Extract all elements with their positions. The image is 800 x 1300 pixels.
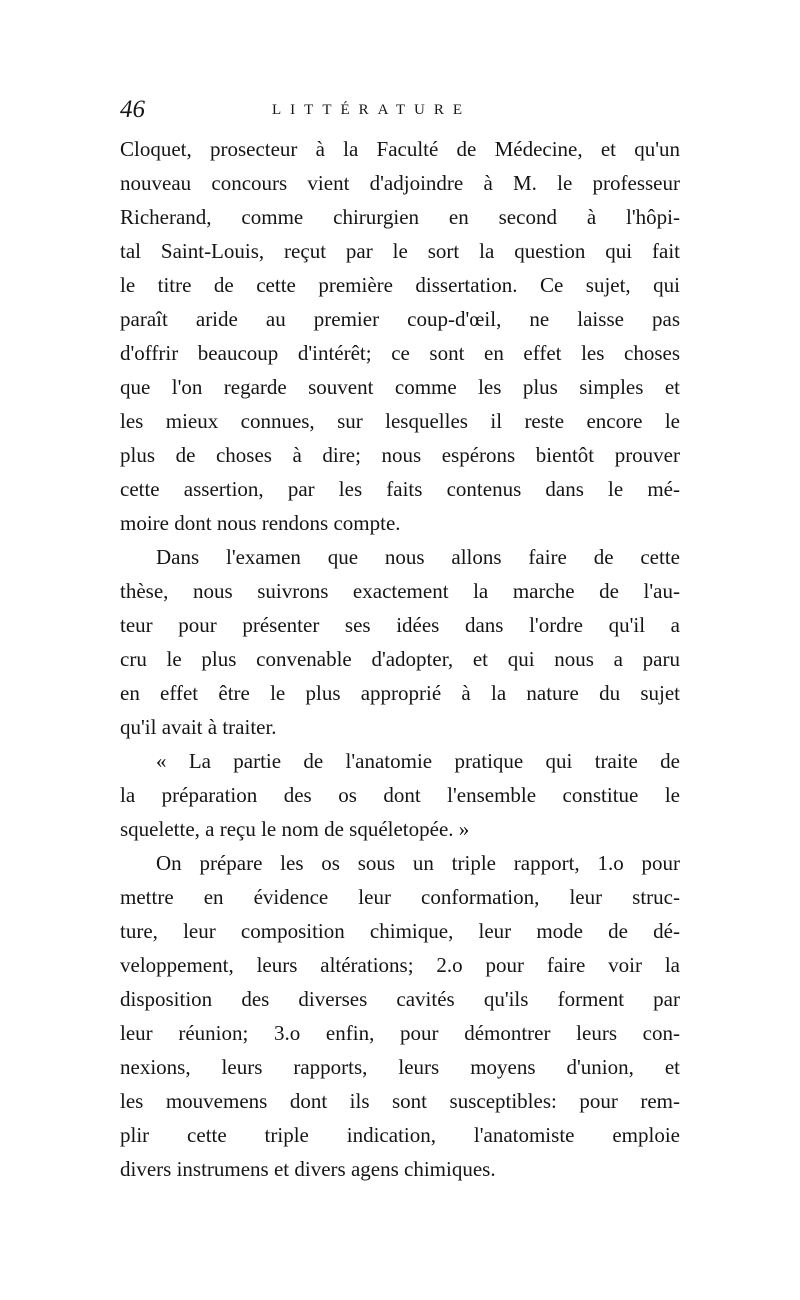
text-line: paraît aride au premier coup-d'œil, ne laisse pas [120,307,680,331]
body-text [120,132,680,1186]
running-head: LITTÉRATURE [272,102,471,118]
text-line: mettre en évidence leur conformation, leur struc- [120,885,680,909]
text-line: Cloquet, prosecteur à la Faculté de Médecine, et qu'un [120,137,680,161]
text-line: qu'il avait à traiter. [120,715,277,739]
paragraph-first-line: Dans l'examen que nous allons faire de cette [156,545,680,569]
text-line: cru le plus convenable d'adopter, et qui nous a paru [120,647,680,671]
text-line: nexions, leurs rapports, leurs moyens d'union, et [120,1055,680,1079]
text-line: Richerand, comme chirurgien en second à l'hôpi- [120,205,680,229]
text-line: ture, leur composition chimique, leur mode de dé- [120,919,680,943]
text-line: veloppement, leurs altérations; 2.o pour faire voir la [120,953,680,977]
text-line: disposition des diverses cavités qu'ils forment par [120,987,680,1011]
text-line: les mieux connues, sur lesquelles il reste encore le [120,409,680,433]
quotation-line: squelette, a reçu le nom de squéletopée. » [120,817,470,841]
text-line: plir cette triple indication, l'anatomiste emploie [120,1123,680,1147]
page-number: 46 [120,96,145,123]
text-line: d'offrir beaucoup d'intérêt; ce sont en effet les choses [120,341,680,365]
text-line: divers instrumens et divers agens chimiques. [120,1157,496,1181]
text-line: les mouvemens dont ils sont susceptibles: pour rem- [120,1089,680,1113]
text-line: tal Saint-Louis, reçut par le sort la question qui fait [120,239,680,263]
text-line: thèse, nous suivrons exactement la marche de l'au- [120,579,680,603]
text-line: cette assertion, par les faits contenus dans le mé- [120,477,680,501]
page-header [120,96,680,132]
quotation-line: la préparation des os dont l'ensemble constitue le [120,783,680,807]
text-line: que l'on regarde souvent comme les plus simples et [120,375,680,399]
text-line: moire dont nous rendons compte. [120,511,401,535]
text-line: teur pour présenter ses idées dans l'ordre qu'il a [120,613,680,637]
text-line: leur réunion; 3.o enfin, pour démontrer leurs con- [120,1021,680,1045]
text-line: plus de choses à dire; nous espérons bientôt prouver [120,443,680,467]
text-line: en effet être le plus approprié à la nature du sujet [120,681,680,705]
text-line: le titre de cette première dissertation. Ce sujet, qui [120,273,680,297]
text-line: nouveau concours vient d'adjoindre à M. le professeur [120,171,680,195]
paragraph-first-line: On prépare les os sous un triple rapport, 1.o pour [156,851,680,875]
quotation-first-line: « La partie de l'anatomie pratique qui traite de [156,749,680,773]
